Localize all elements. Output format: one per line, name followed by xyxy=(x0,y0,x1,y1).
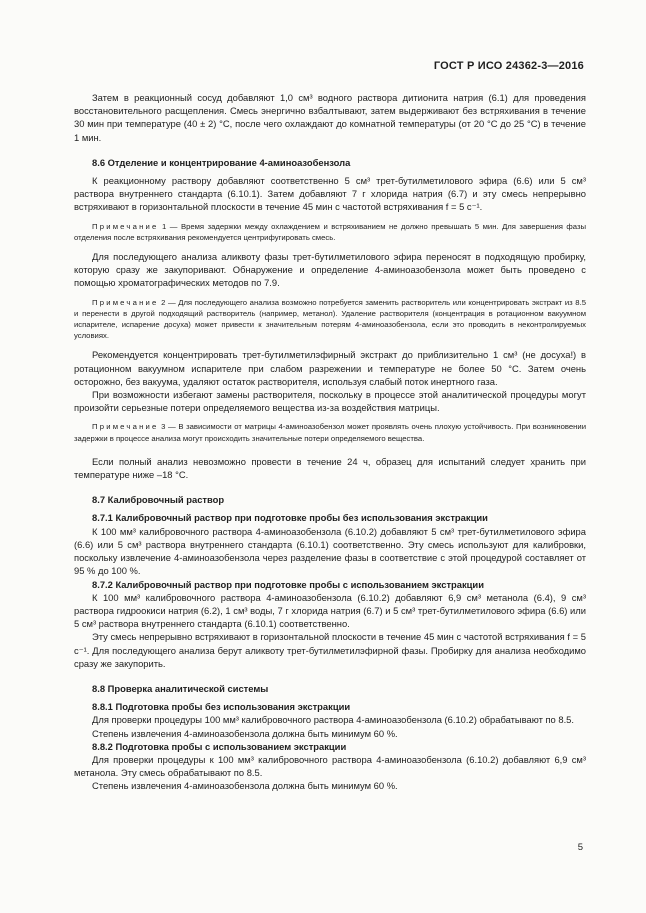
heading-8-7-1: 8.7.1 Калибровочный раствор при подготовке пробы без использования экстракции xyxy=(92,512,488,524)
paragraph-8-6-c: Рекомендуется концентрировать трет-бутилметилэфирный экстракт до приблизительно 1 см³ (не досуха!) в ротационном вакуумном испарителе при слабом разрежении и температуре не более 50 °С. Затем очень осторожно, без вакуума, удаляют остаток растворителя, используя слабый поток инертного газа. xyxy=(74,349,586,387)
paragraph-8-7-1: К 100 мм³ калибровочного раствора 4-аминоазобензола (6.10.2) добавляют 5 см³ трет-бутилметилового эфира (6.6) или 5 см³ раствора внутреннего стандарта (6.10.1) соответственно. Эту смесь используют для калибровки, поскольку извлечение 4-аминоазобензола через разделение фазы в соответствие с этой процедурой составляет от 95 % до 100 %. xyxy=(74,525,586,577)
paragraph-8-6-a: К реакционному раствору добавляют соответственно 5 см³ трет-бутилметилового эфира (6.6) или 5 см³ раствора внутреннего стандарта (6.10.1). Затем добавляют 7 г хлорида натрия (6.7) и эту смесь непрерывно встряхивают в горизонтальной плоскости в течение 45 мин с частотой встряхивания f = 5 с⁻¹. xyxy=(74,175,586,213)
paragraph-8-8-2-a: Для проверки процедуры к 100 мм³ калибровочного раствора 4-аминоазобензола (6.10.2) добавляют 6,9 см³ метанола. Эту смесь обрабатывают по 8.5. xyxy=(74,753,586,779)
heading-8-8-1: 8.8.1 Подготовка пробы без использования экстракции xyxy=(92,701,351,713)
note-2-label: Примечание xyxy=(92,297,159,307)
heading-8-6: 8.6 Отделение и концентрирование 4-аминоазобензола xyxy=(92,156,351,168)
heading-8-7-2: 8.7.2 Калибровочный раствор при подготовке пробы с использованием экстракции xyxy=(92,578,484,590)
page-number: 5 xyxy=(577,842,583,853)
note-3 xyxy=(74,421,586,443)
paragraph-8-7-2-b: Эту смесь непрерывно встряхивают в горизонтальной плоскости в течение 45 мин с частотой встряхивания f = 5 с⁻¹. Для последующего анализа берут аликвоту трет-бутилметилэфирной фазы. Пробирку для анализа необходимо сразу же закупорить. xyxy=(74,631,586,669)
page-content xyxy=(74,91,586,793)
paragraph-8-6-b: Для последующего анализа аликвоту фазы трет-бутилметилового эфира переносят в подходящую пробирку, которую сразу же закупоривают. Обнаружение и определение 4-аминоазобензола может быть проведено с помощью хроматографических методов по 7.9. xyxy=(74,251,586,289)
heading-8-7: 8.7 Калибровочный раствор xyxy=(92,494,225,506)
paragraph-8-7-2-a: К 100 мм³ калибровочного раствора 4-аминоазобензола (6.10.2) добавляют 6,9 см³ метанола (6.4), 9 см³ раствора гидроокиси натрия (6.2), 1 см³ воды, 7 г хлорида натрия (6.7) и 5 см³ трет-бутилметилового эфира (6.6) или 5 см³ раствора внутреннего стандарта (6.10.1) соответственно. xyxy=(74,591,586,630)
note-3-text: 3 — В зависимости от матрицы 4-аминоазобензол может проявлять очень плохую устойчивость. При возникновении задержки в процессе анализа могут происходить значительные потери определяемого вещества. xyxy=(74,422,586,443)
paragraph-8-6-d: При возможности избегают замены растворителя, поскольку в процессе этой аналитической процедуры могут произойти серьезные потери определяемого вещества из-за воздействия матрицы. xyxy=(74,389,586,414)
paragraph-8-8-1-b: Степень извлечения 4-аминоазобензола должна быть минимум 60 %. xyxy=(92,727,398,739)
document-code-header: ГОСТ Р ИСО 24362-3—2016 xyxy=(433,60,584,72)
paragraph-8-8-1-a: Для проверки процедуры 100 мм³ калибровочного раствора 4-аминоазобензола (6.10.2) обрабатывают по 8.5. xyxy=(92,714,574,726)
heading-8-8-2: 8.8.2 Подготовка пробы с использованием экстракции xyxy=(92,740,347,752)
paragraph-8-6-e: Если полный анализ невозможно провести в течение 24 ч, образец для испытаний следует хранить при температуре ниже –18 °С. xyxy=(74,455,586,481)
heading-8-8: 8.8 Проверка аналитической системы xyxy=(92,682,269,694)
paragraph-8-8-2-b: Степень извлечения 4-аминоазобензола должна быть минимум 60 %. xyxy=(92,780,398,792)
note-2-text: 2 — Для последующего анализа возможно потребуется заменить растворитель или концентрировать экстракт из 8.5 и перенести в другой подходящий растворитель (например, метанол). Удаление растворителя (концентрация в ротационном вакуумном испарителе, испарение досуха) может привести к значительным потерям 4-аминоазобензола, если это проводить в неконтролируемых условиях. xyxy=(74,297,586,341)
note-1-label: Примечание xyxy=(92,221,159,231)
note-1-text: 1 — Время задержки между охлаждением и встряхиванием не должно превышать 5 мин. Для завершения фазы отделения после встряхивания рекомендуется центрифугировать смесь. xyxy=(74,221,586,242)
note-1 xyxy=(74,221,586,243)
paragraph-intro: Затем в реакционный сосуд добавляют 1,0 см³ водного раствора дитионита натрия (6.1) для проведения восстановительного расщепления. Смесь энергично взбалтывают, затем выдерживают без встряхивания в течение 30 мин при температуре (40 ± 2) °С, после чего охлаждают до комнатной температуры (от 20 °С до 25 °С) в течение 1 мин. xyxy=(74,92,586,143)
note-3-label: Примечание xyxy=(92,422,159,432)
note-2 xyxy=(74,297,586,342)
